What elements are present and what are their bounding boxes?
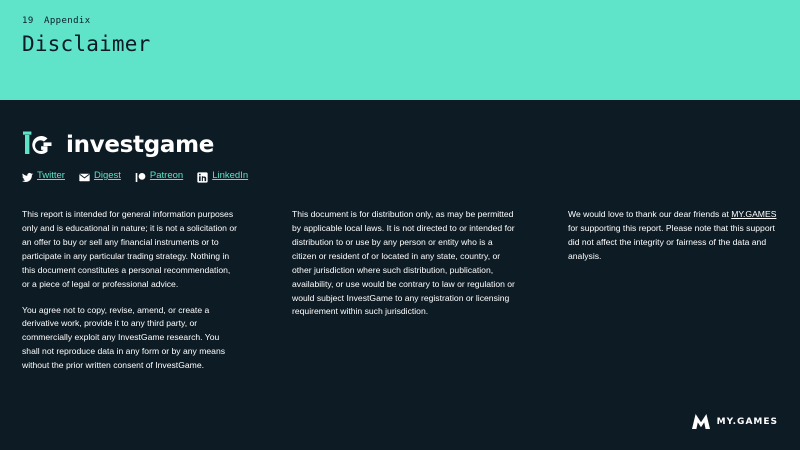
- disclaimer-paragraph: You agree not to copy, revise, amend, or create a derivative work, provide it to any third party, or commercially exploit any InvestGame research. You shall not reproduce data in any form or by any means without the prior written consent of InvestGame.: [22, 304, 226, 371]
- section-label: Appendix: [44, 16, 91, 26]
- disclaimer-paragraph: This report is intended for general information purposes only and is educational in nature; it is not a solicitation or an offer to buy or sell any financial instruments or to participate in any particular trading strategy. Nothing in this document constitutes a personal recommendation, or a piece of legal or professional advice.: [22, 209, 237, 289]
- social-link-twitter[interactable]: [22, 170, 65, 181]
- page-number: 19: [22, 16, 34, 26]
- social-link-patreon[interactable]: [135, 170, 183, 181]
- social-label-digest: Digest: [93, 170, 121, 181]
- page-title: Disclaimer: [22, 32, 151, 56]
- disclaimer-column-left: [22, 208, 237, 385]
- disclaimer-columns: [0, 208, 800, 428]
- brand-block: [22, 130, 214, 160]
- partner-name: MY.GAMES: [716, 416, 778, 427]
- linkedin-icon: [197, 170, 208, 181]
- social-link-digest[interactable]: [79, 170, 121, 181]
- brand-name: investgame: [66, 132, 215, 158]
- my-games-link[interactable]: MY.GAMES: [731, 209, 777, 219]
- my-games-mark-icon: [691, 413, 711, 430]
- social-label-twitter: Twitter: [37, 170, 65, 181]
- acknowledgement-text-before: We would love to thank our dear friends at: [568, 209, 732, 219]
- disclaimer-column-middle: [292, 208, 517, 331]
- partner-logo: [691, 413, 778, 430]
- disclaimer-column-right: [568, 208, 780, 276]
- social-label-linkedin: LinkedIn: [212, 170, 249, 181]
- social-label-patreon: Patreon: [149, 170, 184, 181]
- acknowledgement-paragraph: [568, 208, 780, 264]
- social-links: [22, 170, 248, 181]
- header-meta: [22, 16, 91, 26]
- disclaimer-paragraph: This document is for distribution only, as may be permitted by applicable local laws. It is not directed to or intended for distribution to or use by any person or entity who is a citizen or resident of or located in any state, country, or other jurisdiction where such distribution, publication, availability, or use would be contrary to law or regulation or would subject InvestGame to any registration or licensing requirement within such jurisdiction.: [292, 209, 515, 317]
- ig-monogram-icon: [22, 130, 56, 160]
- social-link-linkedin[interactable]: [197, 170, 248, 181]
- email-icon: [79, 170, 90, 181]
- twitter-icon: [22, 170, 33, 181]
- slide-header: [0, 0, 800, 100]
- patreon-icon: [135, 170, 146, 181]
- acknowledgement-text-after: for supporting this report. Please note that this support did not affect the integrity or fairness of the data and analysis.: [568, 222, 775, 261]
